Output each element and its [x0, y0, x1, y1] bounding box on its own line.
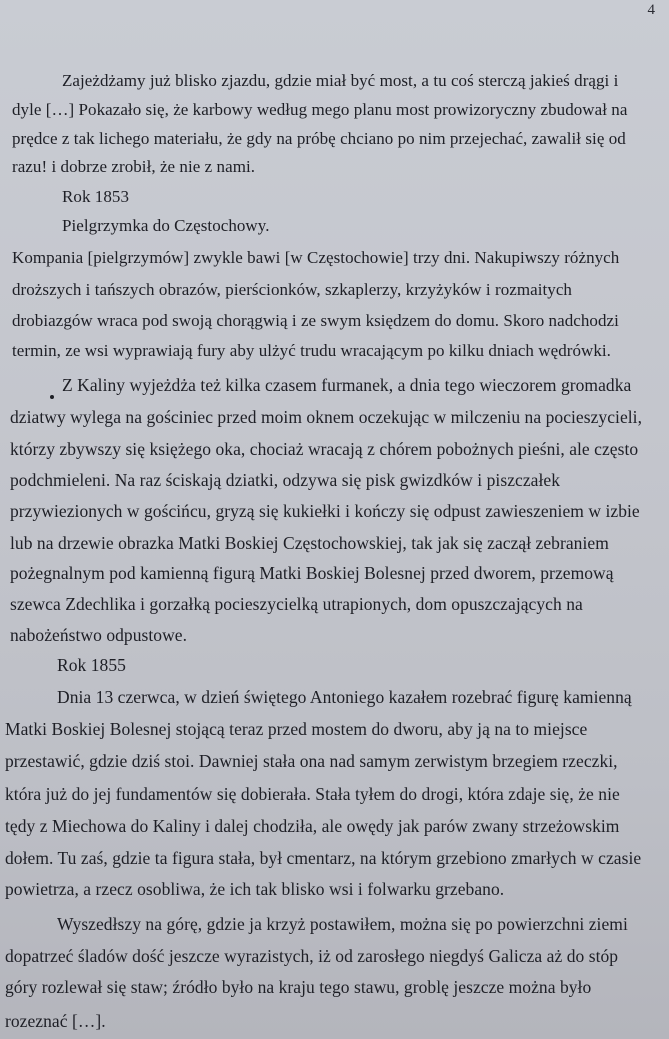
text-line: Matki Boskiej Bolesnej stojącą teraz przed mostem do dworu, aby ją na to miejsce [5, 719, 588, 739]
text-line: Pielgrzymka do Częstochowy. [62, 216, 270, 235]
text-line: przywiezionych w gościńcu, gryzą się kukiełki i kończy się odpust zawieszeniem w izbie [10, 501, 640, 521]
text-line: Rok 1855 [57, 655, 126, 675]
text-line: która już do jej fundamentów się dobierała. Stała tyłem do drogi, która zdaje się, że nie [5, 784, 620, 804]
text-line: nabożeństwo odpustowe. [10, 625, 188, 645]
text-line: Zajeżdżamy już blisko zjazdu, gdzie miał być most, a tu coś sterczą jakieś drągi i [62, 71, 619, 90]
text-line: podchmieleni. Na raz ściskają dziatki, odzywa się pisk gwizdków i piszczałek [10, 470, 561, 490]
page-number: 4 [647, 2, 655, 18]
text-line: razu! i dobrze zrobił, że nie z nami. [12, 157, 256, 176]
text-line: dyle […] Pokazało się, że karbowy według mego planu most prowizoryczny zbudował na [12, 100, 628, 119]
text-line: góry rozlewał się staw; źródło było na kraju tego stawu, groblę jeszcze można było [5, 977, 592, 997]
text-line: którzy zbywszy się księżego oka, chociaż wracają z chórem pobożnych pieśni, ale często [10, 439, 639, 459]
text-line: Z Kaliny wyjeżdża też kilka czasem furmanek, a dnia tego wieczorem gromadka [62, 375, 632, 395]
text-line: Rok 1853 [62, 187, 129, 206]
text-line: dołem. Tu zaś, gdzie ta figura stała, był cmentarz, na którym grzebiono zmarłych w czasie [5, 848, 642, 868]
text-line: lub na drzewie obrazka Matki Boskiej Częstochowskiej, tak jak się zaczął zebraniem [10, 533, 609, 553]
text-line: dziatwy wylega na gościniec przed moim oknem oczekując w milczeniu na pocieszycieli, [10, 407, 643, 427]
text-line: prędce z tak lichego materiału, że gdy na próbę chciano po nim przejechać, zawalił się od [12, 129, 626, 148]
text-line: pożegnalnym pod kamienną figurą Matki Boskiej Bolesnej przed dworem, przemową [10, 563, 614, 583]
text-line: szewca Zdechlika i gorzałką pocieszycielką utrapionych, dom opuszczających na [10, 594, 583, 614]
text-line: powietrza, a rzecz osobliwa, że ich tak blisko wsi i folwarku grzebano. [5, 879, 505, 899]
text-line: Wyszedłszy na górę, gdzie ja krzyż postawiłem, można się po powierzchni ziemi [57, 914, 628, 934]
text-line: Dnia 13 czerwca, w dzień świętego Antoniego kazałem rozebrać figurę kamienną [57, 687, 632, 707]
text-line: Kompania [pielgrzymów] zwykle bawi [w Częstochowie] trzy dni. Nakupiwszy różnych [12, 248, 620, 267]
text-line: rozeznać […]. [5, 1011, 106, 1031]
text-line: drobiazgów wraca pod swoją chorągwią i ze swym księdzem do domu. Skoro nadchodzi [12, 311, 619, 330]
text-line: tędy z Miechowa do Kaliny i dalej chodziła, ale owędy jak parów zwany strzeżowskim [5, 816, 620, 836]
text-line: przestawić, gdzie dziś stoi. Dawniej stała ona nad samym zerwistym brzegiem rzeczki, [5, 751, 618, 771]
text-line: dopatrzeć śladów dość jeszcze wyrazistych, iż od zarosłego niegdyś Galicza aż do stóp [5, 946, 619, 966]
text-line: droższych i tańszych obrazów, pierścionków, szkaplerzy, krzyżyków i rozmaitych [12, 280, 572, 299]
ink-dot [50, 395, 54, 399]
text-line: termin, ze wsi wyprawiają fury aby ulżyć trudu wracającym po kilku dniach wędrówki. [12, 341, 611, 360]
